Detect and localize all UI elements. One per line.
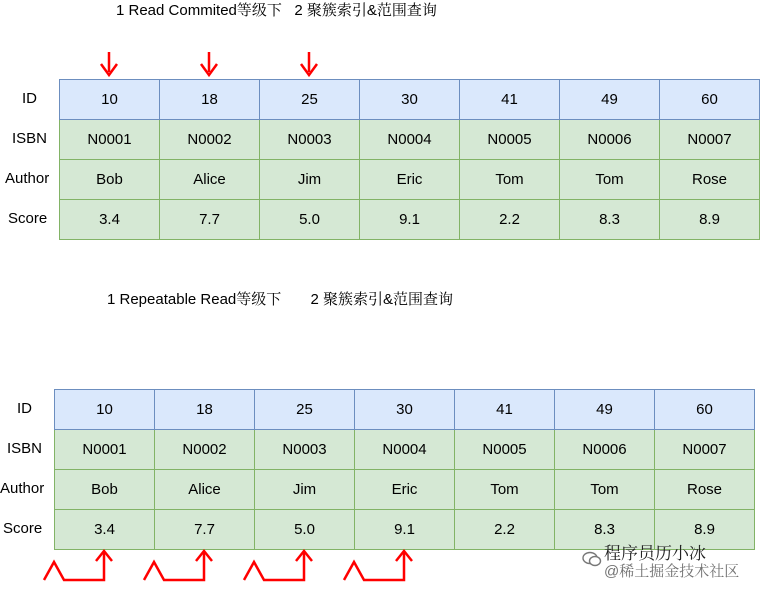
author-cell: Alice bbox=[160, 160, 260, 200]
id-cell: 60 bbox=[660, 80, 760, 120]
watermark bbox=[604, 545, 754, 581]
down-arrow-icon bbox=[301, 52, 317, 75]
score-cell: 7.7 bbox=[155, 510, 255, 550]
score-cell: 5.0 bbox=[255, 510, 355, 550]
author-cell: Jim bbox=[255, 470, 355, 510]
author-row bbox=[55, 470, 755, 510]
isbn-cell: N0003 bbox=[255, 430, 355, 470]
isbn-row bbox=[60, 120, 760, 160]
id-row bbox=[55, 390, 755, 430]
score-cell: 7.7 bbox=[160, 200, 260, 240]
author-cell: Tom bbox=[555, 470, 655, 510]
author-cell: Jim bbox=[260, 160, 360, 200]
isbn-cell: N0005 bbox=[455, 430, 555, 470]
bottom-row-label-score: Score bbox=[3, 520, 43, 537]
score-cell: 3.4 bbox=[60, 200, 160, 240]
isbn-cell: N0006 bbox=[560, 120, 660, 160]
down-arrow-icon bbox=[101, 52, 117, 75]
author-cell: Tom bbox=[455, 470, 555, 510]
id-cell: 49 bbox=[555, 390, 655, 430]
isbn-cell: N0007 bbox=[655, 430, 755, 470]
author-cell: Tom bbox=[460, 160, 560, 200]
score-cell: 2.2 bbox=[455, 510, 555, 550]
bottom-row-label-id: ID bbox=[17, 400, 32, 417]
isbn-cell: N0002 bbox=[160, 120, 260, 160]
isbn-cell: N0001 bbox=[55, 430, 155, 470]
author-cell: Bob bbox=[60, 160, 160, 200]
isbn-cell: N0004 bbox=[360, 120, 460, 160]
score-cell: 8.3 bbox=[560, 200, 660, 240]
id-cell: 25 bbox=[260, 80, 360, 120]
author-cell: Tom bbox=[560, 160, 660, 200]
bottom-record-table bbox=[54, 389, 755, 550]
gap-lock-arrow-icon bbox=[344, 551, 412, 580]
author-row bbox=[60, 160, 760, 200]
top-row-label-author: Author bbox=[5, 170, 50, 187]
top-diagram-title: 1 Read Commited等级下 2 聚簇索引&范围查询 bbox=[116, 2, 437, 19]
isbn-cell: N0007 bbox=[660, 120, 760, 160]
top-row-label-isbn: ISBN bbox=[12, 130, 48, 147]
id-cell: 10 bbox=[60, 80, 160, 120]
isbn-row bbox=[55, 430, 755, 470]
bottom-row-label-author: Author bbox=[0, 480, 45, 497]
id-cell: 41 bbox=[460, 80, 560, 120]
score-cell: 3.4 bbox=[55, 510, 155, 550]
wechat-logo-icon bbox=[582, 551, 602, 567]
score-cell: 9.1 bbox=[360, 200, 460, 240]
watermark-line1: 程序员历小冰 bbox=[604, 544, 706, 563]
id-cell: 18 bbox=[160, 80, 260, 120]
id-cell: 41 bbox=[455, 390, 555, 430]
author-cell: Eric bbox=[360, 160, 460, 200]
id-cell: 18 bbox=[155, 390, 255, 430]
isbn-cell: N0002 bbox=[155, 430, 255, 470]
id-cell: 30 bbox=[355, 390, 455, 430]
id-cell: 30 bbox=[360, 80, 460, 120]
down-arrow-icon bbox=[201, 52, 217, 75]
isbn-cell: N0006 bbox=[555, 430, 655, 470]
gap-lock-arrow-icon bbox=[144, 551, 212, 580]
top-row-label-score: Score bbox=[8, 210, 48, 227]
top-row-label-id: ID bbox=[22, 90, 37, 107]
gap-lock-arrow-icon bbox=[44, 551, 112, 580]
score-cell: 9.1 bbox=[355, 510, 455, 550]
author-cell: Alice bbox=[155, 470, 255, 510]
top-record-table bbox=[59, 79, 760, 240]
author-cell: Rose bbox=[660, 160, 760, 200]
score-cell: 5.0 bbox=[260, 200, 360, 240]
id-cell: 49 bbox=[560, 80, 660, 120]
author-cell: Bob bbox=[55, 470, 155, 510]
isbn-cell: N0004 bbox=[355, 430, 455, 470]
id-cell: 25 bbox=[255, 390, 355, 430]
id-cell: 10 bbox=[55, 390, 155, 430]
watermark-line2: @稀土掘金技术社区 bbox=[604, 563, 740, 580]
score-cell: 8.3 bbox=[555, 510, 655, 550]
isbn-cell: N0001 bbox=[60, 120, 160, 160]
id-row bbox=[60, 80, 760, 120]
score-cell: 8.9 bbox=[655, 510, 755, 550]
isbn-cell: N0003 bbox=[260, 120, 360, 160]
gap-lock-arrow-icon bbox=[244, 551, 312, 580]
author-cell: Eric bbox=[355, 470, 455, 510]
isbn-cell: N0005 bbox=[460, 120, 560, 160]
author-cell: Rose bbox=[655, 470, 755, 510]
bottom-row-label-isbn: ISBN bbox=[7, 440, 43, 457]
score-cell: 2.2 bbox=[460, 200, 560, 240]
score-row bbox=[60, 200, 760, 240]
score-cell: 8.9 bbox=[660, 200, 760, 240]
id-cell: 60 bbox=[655, 390, 755, 430]
bottom-diagram-title: 1 Repeatable Read等级下 2 聚簇索引&范围查询 bbox=[107, 291, 453, 308]
